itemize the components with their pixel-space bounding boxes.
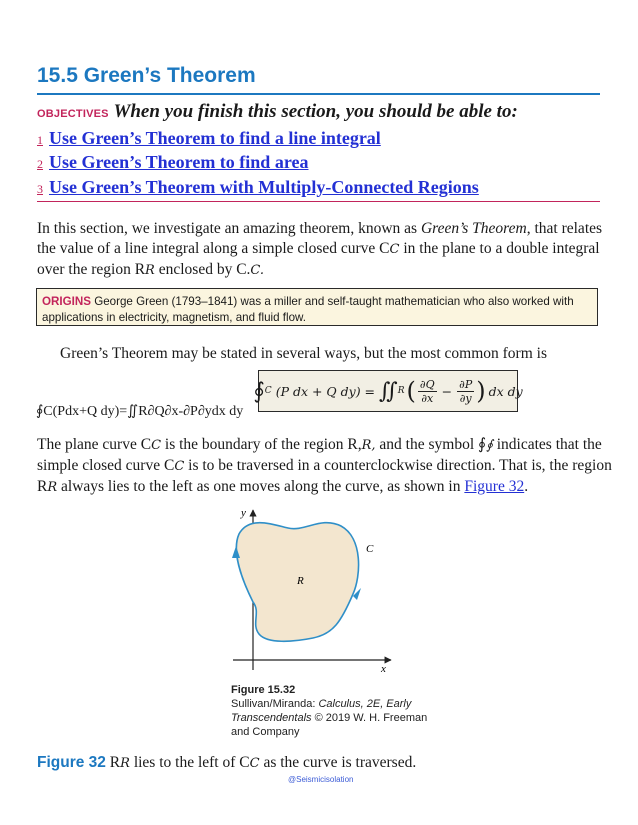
figure-caption-text: © 2019 W. H. Freeman	[311, 712, 428, 724]
intro-text: over the region R	[37, 261, 146, 278]
section-title: 15.5 Green’s Theorem	[37, 64, 256, 87]
figure-32-caption	[37, 754, 416, 772]
denominator: ∂y	[459, 391, 472, 405]
contour-integral-symbol: ∮	[253, 378, 265, 404]
objective-item[interactable]	[37, 126, 381, 152]
region-diagram	[213, 502, 403, 682]
paragraph-text: always lies to the left as one moves along the curve, as shown in	[57, 478, 465, 495]
objective-number: 3	[37, 182, 43, 196]
math-symbol: C	[151, 438, 162, 453]
intro-paragraph	[37, 219, 607, 281]
fraction-dq-dx	[418, 378, 437, 405]
figure-caption-title: Figure 15.32	[231, 684, 296, 696]
math-symbol: C	[389, 242, 400, 257]
figure-caption	[231, 683, 427, 739]
paragraph-text: simple closed curve C	[37, 457, 175, 474]
figure-32-link[interactable]: Figure 32	[464, 478, 525, 495]
origins-text: applications in electricity, magnetism, and fluid flow.	[42, 311, 306, 324]
objective-number: 1	[37, 133, 43, 147]
formula-subscript: C	[264, 386, 272, 396]
objective-link[interactable]: Use Green’s Theorem to find a line integral	[49, 128, 381, 148]
greens-theorem-formula	[253, 370, 523, 412]
figure-32-label: Figure 32	[37, 754, 106, 771]
figure-caption-text: and Company	[231, 726, 300, 738]
intro-text: enclosed by C.	[154, 261, 251, 278]
formula-paren: )	[476, 377, 486, 405]
watermark: @Seismicisolation	[288, 775, 354, 784]
paragraph-text: .	[524, 478, 529, 495]
objectives-label: OBJECTIVES	[37, 108, 109, 120]
curve-paragraph	[37, 435, 612, 498]
denominator: ∂x	[421, 391, 434, 405]
formula-subscript: R	[397, 386, 405, 396]
math-symbol: R	[120, 756, 130, 771]
paragraph-text: The plane curve C	[37, 436, 152, 453]
math-symbol: R	[145, 263, 155, 278]
caption-text: R	[105, 754, 121, 771]
fraction-dp-dy	[457, 378, 474, 405]
figure-15-32	[213, 502, 403, 682]
intro-text: , that relates	[526, 220, 603, 237]
math-symbol: C.	[250, 263, 265, 278]
objectives-divider	[37, 201, 600, 202]
formula-paren: (	[406, 377, 416, 405]
intro-text: the value of a line integral along a simple closed curve C	[37, 240, 390, 257]
caption-text: as the curve is traversed.	[259, 754, 417, 771]
objectives-heading: When you finish this section, you should be able to:	[113, 101, 518, 122]
math-symbol: C	[174, 459, 185, 474]
paragraph-text: indicates that the	[492, 436, 602, 453]
paragraph-text: and the symbol ∮	[375, 436, 487, 453]
math-symbol: R	[47, 480, 58, 495]
intro-emphasis: Green’s Theorem	[420, 220, 527, 237]
figure-caption-text: Calculus, 2E, Early	[318, 698, 412, 710]
figure-caption-text: Transcendentals	[231, 712, 312, 724]
formula-tail: dx dy	[488, 383, 523, 399]
numerator: ∂Q	[419, 377, 435, 391]
theorem-intro: Green’s Theorem may be stated in several ways, but the most common form is	[60, 345, 547, 362]
objective-item[interactable]	[37, 175, 479, 201]
origins-label: ORIGINS	[42, 295, 91, 308]
origins-box	[36, 288, 598, 326]
intro-text: in the plane to a double integral	[399, 240, 600, 257]
numerator: ∂P	[459, 377, 473, 391]
objective-number: 2	[37, 157, 43, 171]
math-symbol: R,	[361, 438, 376, 453]
objective-item[interactable]	[37, 150, 308, 176]
caption-text: lies to the left of C	[129, 754, 250, 771]
math-symbol: ∮	[486, 438, 493, 453]
formula-alt-text: ∮C(Pdx+Q dy)=∬R∂Q∂x-∂P∂ydx dy	[36, 404, 244, 419]
region-label: R	[297, 575, 304, 587]
figure-caption-text: Sullivan/Miranda:	[231, 698, 319, 710]
curve-label: C	[366, 543, 374, 555]
origins-text: George Green (1793–1841) was a miller and self-taught mathematician who also worked with	[90, 295, 574, 308]
math-symbol: C	[249, 756, 260, 771]
formula-lhs: (P dx + Q dy) =	[275, 383, 376, 399]
formula-minus: −	[441, 383, 453, 399]
objective-link[interactable]: Use Green’s Theorem with Multiply-Connected Regions	[49, 177, 479, 197]
title-divider	[37, 93, 600, 95]
double-integral-symbol: ∬	[379, 378, 398, 404]
objective-link[interactable]: Use Green’s Theorem to find area	[49, 152, 309, 172]
paragraph-text: is the boundary of the region R,	[161, 436, 362, 453]
paragraph-text: R	[37, 478, 48, 495]
intro-text: In this section, we investigate an amazing theorem, known as	[37, 220, 421, 237]
paragraph-text: is to be traversed in a counterclockwise direction. That is, the region	[184, 457, 612, 474]
y-axis-label: y	[241, 507, 246, 519]
x-axis-label: x	[381, 663, 386, 675]
